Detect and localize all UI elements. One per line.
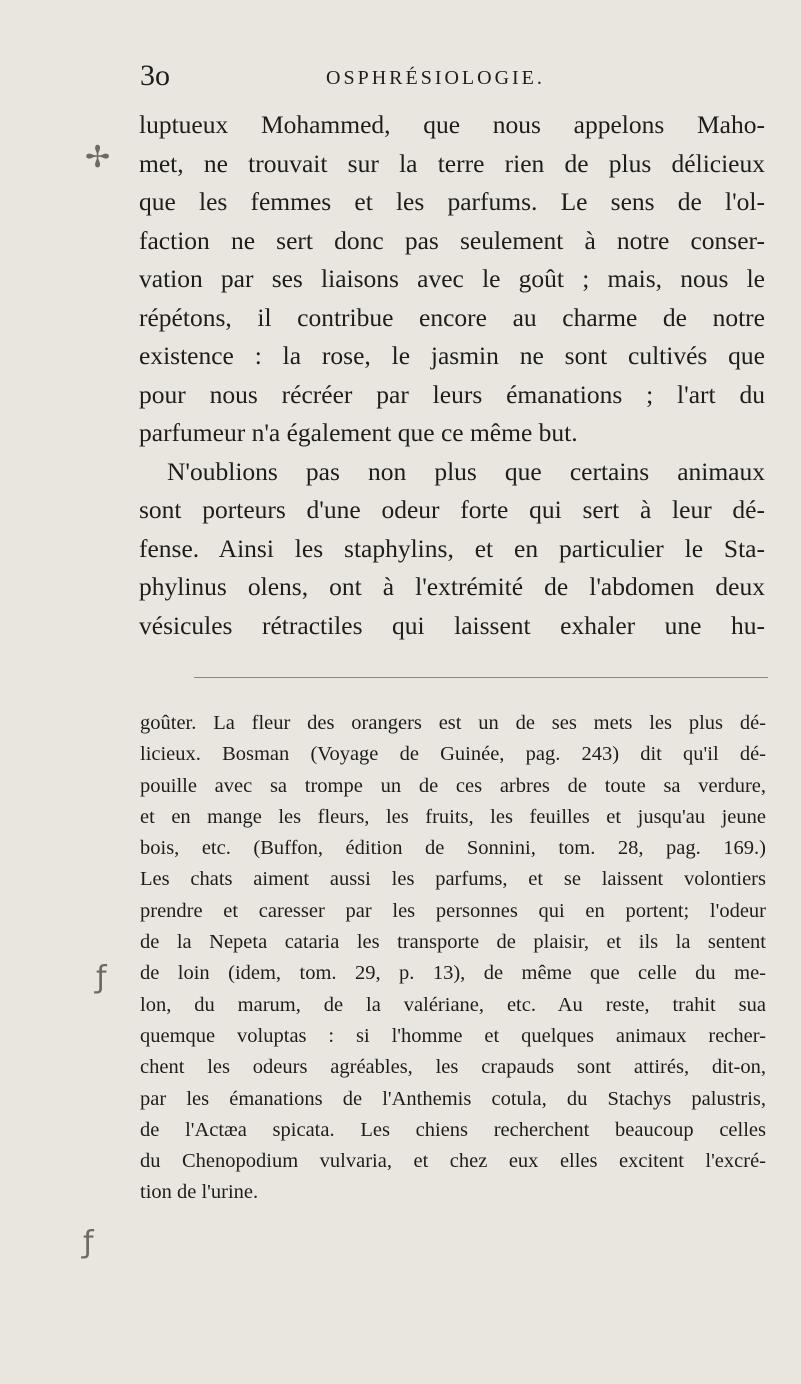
text-line: met, ne trouvait sur la terre rien de plus délicieux: [139, 148, 765, 178]
text-line: N'oublions pas non plus que certains animaux: [167, 456, 765, 486]
text-line: pour nous récréer par leurs émanations ; l'art du: [139, 379, 765, 409]
page-header: [140, 56, 760, 96]
text-line: sont porteurs d'une odeur forte qui sert à leur dé-: [139, 495, 765, 524]
footnote-line: pouille avec sa trompe un de ces arbres de toute sa verdure,: [140, 774, 766, 797]
main-text: [139, 106, 765, 645]
footnote-line: chent les odeurs agréables, les crapauds sont attirés, dit-on,: [140, 1056, 766, 1079]
text-line: luptueux Mohammed, que nous appelons Maho-: [139, 110, 765, 139]
footnote-line: de la Nepeta cataria les transporte de plaisir, et ils la sentent: [140, 931, 766, 954]
footnote-line: du Chenopodium vulvaria, et chez eux elles excitent l'excré-: [140, 1150, 766, 1173]
text-line: faction ne sert donc pas seulement à notre conser-: [139, 225, 765, 255]
margin-annotation-mark: ƒ: [83, 1225, 94, 1260]
text-line: phylinus olens, ont à l'extrémité de l'abdomen deux: [139, 572, 765, 601]
footnote-line: tion de l'urine.: [140, 1181, 259, 1204]
text-line: vation par ses liaisons avec le goût ; mais, nous le: [139, 264, 765, 293]
text-line: que les femmes et les parfums. Le sens de l'ol-: [139, 187, 765, 216]
footnote-divider: [194, 677, 768, 678]
text-line: existence : la rose, le jasmin ne sont cultivés que: [139, 341, 765, 370]
footnote-line: de loin (idem, tom. 29, p. 13), de même que celle du me-: [140, 962, 766, 985]
footnote-line: et en mange les fleurs, les fruits, les feuilles et jusqu'au jeune: [140, 805, 766, 828]
footnote-line: quemque voluptas : si l'homme et quelques animaux recher-: [140, 1024, 766, 1047]
footnote-line: licieux. Bosman (Voyage de Guinée, pag. 243) dit qu'il dé-: [140, 743, 766, 766]
footnote-text: [140, 708, 766, 1209]
text-line: fense. Ainsi les staphylins, et en particulier le Sta-: [139, 533, 765, 563]
text-line: vésicules rétractiles qui laissent exhaler une hu-: [139, 610, 765, 640]
footnote-line: goûter. La fleur des orangers est un de ses mets les plus dé-: [140, 712, 766, 734]
footnote-line: lon, du marum, de la valériane, etc. Au reste, trahit sua: [140, 993, 766, 1016]
footnote-line: par les émanations de l'Anthemis cotula, du Stachys palustris,: [140, 1087, 766, 1110]
footnote-line: bois, etc. (Buffon, édition de Sonnini, tom. 28, pag. 169.): [140, 837, 766, 860]
margin-annotation-mark: ƒ: [96, 960, 107, 995]
page-number: 3o: [140, 59, 170, 92]
margin-annotation-mark: ✢: [85, 140, 111, 175]
footnote-line: Les chats aiment aussi les parfums, et se laissent volontiers: [140, 868, 766, 891]
text-line: parfumeur n'a également que ce même but.: [139, 418, 578, 447]
text-line: répétons, il contribue encore au charme de notre: [139, 302, 765, 332]
running-head: OSPHRÉSIOLOGIE.: [326, 67, 545, 89]
footnote-line: de l'Actæa spicata. Les chiens recherchent beaucoup celles: [140, 1118, 766, 1141]
footnote-line: prendre et caresser par les personnes qui en portent; l'odeur: [140, 899, 766, 922]
